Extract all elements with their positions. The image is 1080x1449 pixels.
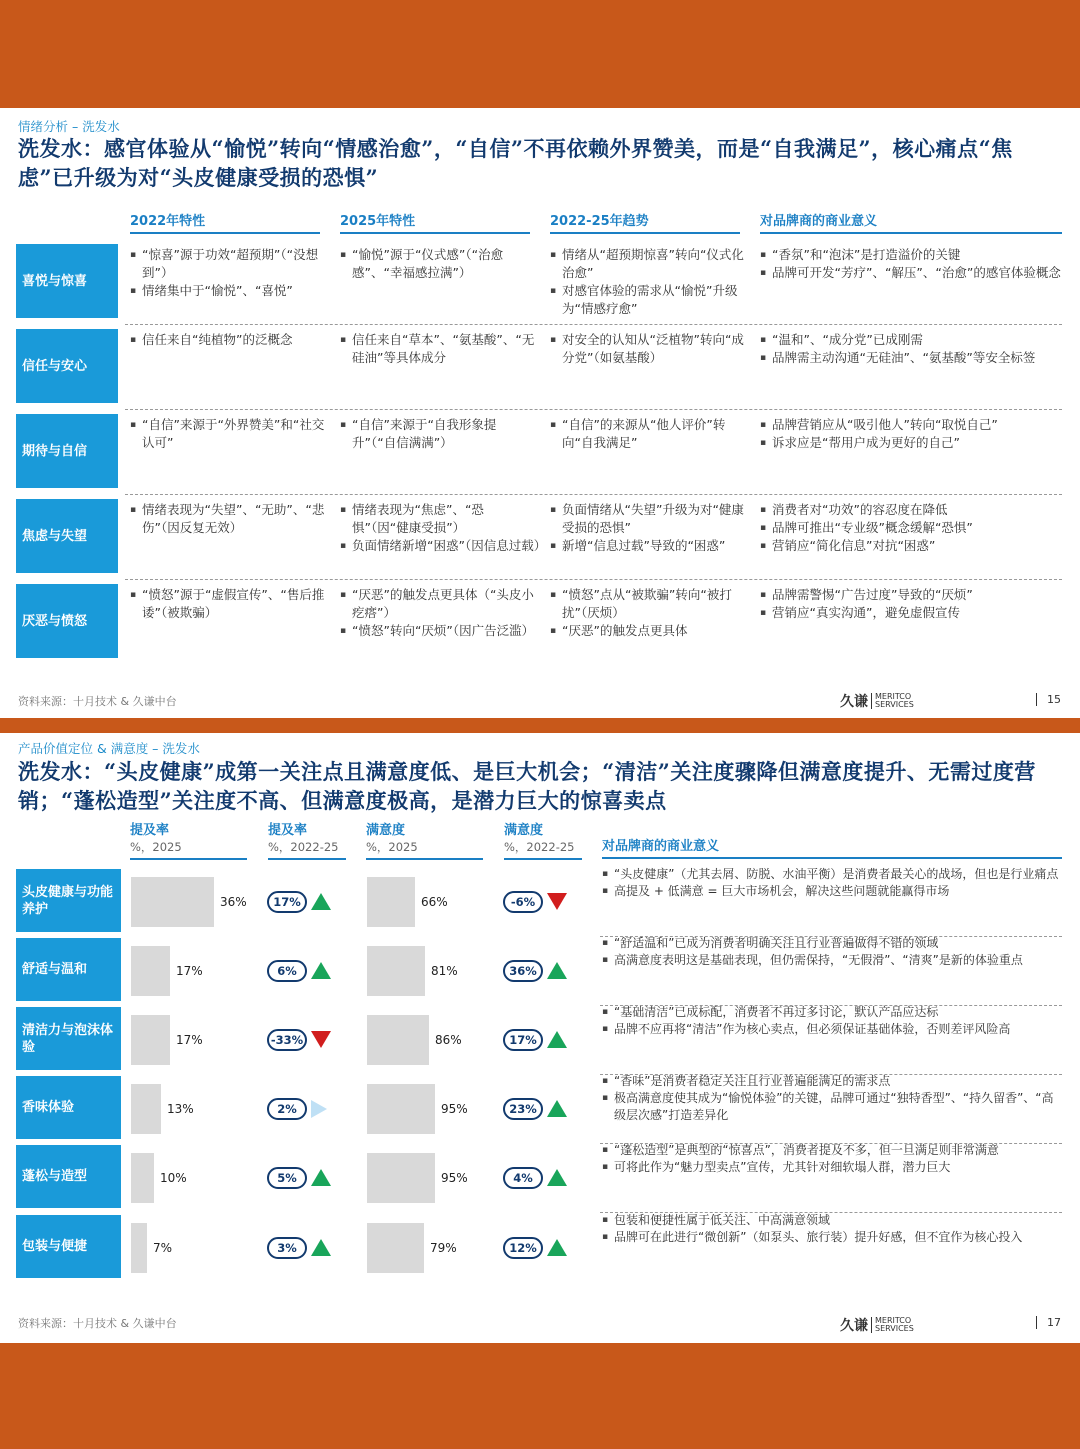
table-cell — [550, 246, 750, 318]
bullet-item: ▪ “愤怒”点从“被欺骗”转向“被打扰”（厌烦） — [550, 586, 750, 622]
bullet-item: ▪ 高提及 + 低满意 = 巨大市场机会，解决这些问题就能赢得市场 — [602, 883, 1062, 900]
satisfaction-bar — [367, 946, 425, 996]
row-label: 信任与安心 — [16, 329, 118, 403]
bullet-item: ▪ 品牌需警惕“广告过度”导致的“厌烦” — [760, 586, 1065, 604]
bullet-item: ▪ 包装和便捷性属于低关注、中高满意领域 — [602, 1212, 1062, 1229]
bullet-item: ▪ 营销应“真实沟通”，避免虚假宣传 — [760, 604, 1065, 622]
satisfaction-change-badge: 23% — [503, 1098, 543, 1120]
page-title: 洗发水：“头皮健康”成第一关注点且满意度低、是巨大机会；“清洁”关注度骤降但满意度提升、无需过度营销；“蓬松造型”关注度不高、但满意度极高，是潜力巨大的惊喜卖点 — [18, 759, 1036, 813]
satisfaction-value: 95% — [441, 1171, 468, 1185]
source-note: 资料来源：十月技术 & 久谦中台 — [18, 1317, 177, 1330]
row-label: 包装与便捷 — [16, 1215, 121, 1278]
table-cell — [550, 586, 750, 640]
satisfaction-change-badge: 36% — [503, 960, 543, 982]
mention-bar — [131, 1015, 170, 1065]
bullet-item: ▪ 高满意度表明这是基础表现，但仍需保持，“无假滑”、“清爽”是新的体验重点 — [602, 952, 1062, 969]
bullet-item: ▪ 品牌营销应从“吸引他人”转向“取悦自己” — [760, 416, 1065, 434]
table-cell — [760, 501, 1065, 555]
table-cell — [130, 331, 330, 349]
mention-value: 36% — [220, 895, 247, 909]
bullet-item: ▪ “厌恶”的触发点更具体 — [550, 622, 750, 640]
column-header-business: 对品牌商的商业意义 — [602, 835, 1062, 859]
trend-up-icon — [547, 1169, 567, 1186]
mention-value: 7% — [153, 1241, 173, 1255]
satisfaction-value: 95% — [441, 1102, 468, 1116]
bullet-item: ▪ “愤怒”转向“厌烦”（因广告泛滥） — [340, 622, 540, 640]
bullet-item: ▪ “自信”来源于“外界赞美”和“社交认可” — [130, 416, 330, 452]
column-header-satisfaction-2025: 满意度 %，2025 — [366, 819, 483, 860]
row-label: 厌恶与愤怒 — [16, 584, 118, 658]
page-title: 洗发水：感官体验从“愉悦”转向“情感治愈”，“自信”不再依赖外界赞美，而是“自我满足”，核心痛点“焦虑”已升级为对“头皮健康受损的恐惧” — [18, 136, 1013, 190]
trend-flat-icon — [311, 1100, 327, 1118]
breadcrumb: 产品价值定位 & 满意度 – 洗发水 — [18, 741, 200, 756]
row-label: 蓬松与造型 — [16, 1145, 121, 1208]
business-notes — [602, 1212, 1062, 1246]
business-notes — [602, 935, 1062, 969]
table-cell — [550, 331, 750, 367]
bullet-item: ▪ “厌恶”的触发点更具体（“头皮小疙瘩”） — [340, 586, 540, 622]
bullet-item: ▪ 新增“信息过载”导致的“困惑” — [550, 537, 750, 555]
bullet-item: ▪ 情绪表现为“焦虑”、“恐惧”（因“健康受损”） — [340, 501, 540, 537]
row-divider — [125, 494, 1062, 495]
mention-change-badge: -33% — [267, 1029, 307, 1051]
bullet-item: ▪ 信任来自“草本”、“氨基酸”、“无硅油”等具体成分 — [340, 331, 540, 367]
table-cell — [130, 586, 330, 622]
mention-change-badge: 6% — [267, 960, 307, 982]
trend-up-icon — [547, 1239, 567, 1256]
row-label: 清洁力与泡沫体验 — [16, 1007, 121, 1070]
row-label: 期待与自信 — [16, 414, 118, 488]
logo-cn: 久谦 — [840, 1318, 868, 1334]
mention-change-badge: 3% — [267, 1237, 307, 1259]
row-label: 喜悦与惊喜 — [16, 244, 118, 318]
bullet-item: ▪ “头皮健康”（尤其去屑、防脱、水油平衡）是消费者最关心的战场，但也是行业痛点 — [602, 866, 1062, 883]
table-cell — [340, 331, 540, 367]
mention-change-badge: 17% — [267, 891, 307, 913]
slide-emotion-analysis — [0, 108, 1080, 718]
table-cell — [340, 586, 540, 640]
bullet-item: ▪ “舒适温和”已成为消费者明确关注且行业普遍做得不错的领域 — [602, 935, 1062, 952]
satisfaction-bar — [367, 877, 415, 927]
bullet-item: ▪ “温和”、“成分党”已成刚需 — [760, 331, 1065, 349]
mention-bar — [131, 1153, 154, 1203]
bullet-item: ▪ “基础清洁”已成标配，消费者不再过多讨论，默认产品应达标 — [602, 1004, 1062, 1021]
table-cell — [340, 416, 540, 452]
table-cell — [130, 501, 330, 537]
row-divider — [125, 579, 1062, 580]
table-cell — [130, 416, 330, 452]
bullet-item: ▪ 品牌可推出“专业级”概念缓解“恐惧” — [760, 519, 1065, 537]
mention-change-badge: 5% — [267, 1167, 307, 1189]
trend-up-icon — [311, 1169, 331, 1186]
bullet-item: ▪ 情绪从“超预期惊喜”转向“仪式化治愈” — [550, 246, 750, 282]
bullet-item: ▪ 极高满意度使其成为“愉悦体验”的关键，品牌可通过“独特香型”、“持久留香”、“高级层次感”打造差异化 — [602, 1090, 1062, 1124]
bullet-item: ▪ 营销应“简化信息”对抗“困惑” — [760, 537, 1065, 555]
satisfaction-change-badge: 12% — [503, 1237, 543, 1259]
trend-up-icon — [547, 962, 567, 979]
satisfaction-value: 79% — [430, 1241, 457, 1255]
row-divider — [125, 324, 1062, 325]
business-notes — [602, 866, 1062, 900]
table-cell — [550, 501, 750, 555]
mention-value: 17% — [176, 1033, 203, 1047]
table-cell — [760, 331, 1065, 367]
trend-down-icon — [311, 1031, 331, 1048]
mention-bar — [131, 946, 170, 996]
bullet-item: ▪ 消费者对“功效”的容忍度在降低 — [760, 501, 1065, 519]
bullet-item: ▪ “自信”来源于“自我形象提升”（“自信满满”） — [340, 416, 540, 452]
slide-value-satisfaction — [0, 733, 1080, 1343]
trend-up-icon — [311, 893, 331, 910]
column-header-mention-change: 提及率 %，2022-25 — [268, 819, 346, 860]
mention-change-badge: 2% — [267, 1098, 307, 1120]
bullet-item: ▪ 品牌需主动沟通“无硅油”、“氨基酸”等安全标签 — [760, 349, 1065, 367]
bullet-item: ▪ 诉求应是“帮用户成为更好的自己” — [760, 434, 1065, 452]
bullet-item: ▪ “愤怒”源于“虚假宣传”、“售后推诿”（被欺骗） — [130, 586, 330, 622]
satisfaction-value: 66% — [421, 895, 448, 909]
table-cell — [550, 416, 750, 452]
table-cell — [130, 246, 330, 300]
satisfaction-change-badge: 17% — [503, 1029, 543, 1051]
satisfaction-bar — [367, 1015, 429, 1065]
satisfaction-bar — [367, 1084, 435, 1134]
bullet-item: ▪ 品牌可开发“芳疗”、“解压”、“治愈”的感官体验概念 — [760, 264, 1065, 282]
logo-en: MERITCO SERVICES — [871, 693, 914, 709]
bullet-item: ▪ “愉悦”源于“仪式感”（“治愈感”、“幸福感拉满”） — [340, 246, 540, 282]
column-header-2025: 2025年特性 — [340, 210, 530, 234]
bullet-item: ▪ 品牌不应再将“清洁”作为核心卖点，但必须保证基础体验，否则差评风险高 — [602, 1021, 1062, 1038]
mention-bar — [131, 1084, 161, 1134]
bullet-item: ▪ 负面情绪从“失望”升级为对“健康受损的恐惧” — [550, 501, 750, 537]
bullet-item: ▪ 信任来自“纯植物”的泛概念 — [130, 331, 330, 349]
breadcrumb: 情绪分析 – 洗发水 — [18, 119, 120, 134]
column-header-trend: 2022-25年趋势 — [550, 210, 740, 234]
bullet-item: ▪ 对感官体验的需求从“愉悦”升级为“情感疗愈” — [550, 282, 750, 318]
source-note: 资料来源：十月技术 & 久谦中台 — [18, 695, 177, 708]
bullet-item: ▪ 情绪表现为“失望”、“无助”、“悲伤”（因反复无效） — [130, 501, 330, 537]
logo-en: MERITCO SERVICES — [871, 1317, 914, 1333]
logo-cn: 久谦 — [840, 694, 868, 710]
bullet-item: ▪ “惊喜”源于功效“超预期”（“没想到”） — [130, 246, 330, 282]
row-label: 舒适与温和 — [16, 938, 121, 1001]
satisfaction-bar — [367, 1223, 424, 1273]
row-label: 香味体验 — [16, 1076, 121, 1139]
bullet-item: ▪ “香味”是消费者稳定关注且行业普遍能满足的需求点 — [602, 1073, 1062, 1090]
column-header-business: 对品牌商的商业意义 — [760, 210, 1062, 234]
bullet-item: ▪ “蓬松造型”是典型的“惊喜点”，消费者提及不多，但一旦满足则非常满意 — [602, 1142, 1062, 1159]
column-header-2022: 2022年特性 — [130, 210, 320, 234]
bullet-item: ▪ 对安全的认知从“泛植物”转向“成分党”（如氨基酸） — [550, 331, 750, 367]
table-cell — [340, 246, 540, 282]
mention-bar — [131, 877, 214, 927]
business-notes — [602, 1142, 1062, 1176]
table-cell — [760, 586, 1065, 622]
table-cell — [340, 501, 547, 555]
bullet-item: ▪ 品牌可在此进行“微创新”（如泵头、旅行装）提升好感，但不宜作为核心投入 — [602, 1229, 1062, 1246]
trend-up-icon — [547, 1031, 567, 1048]
bullet-item: ▪ 情绪集中于“愉悦”、“喜悦” — [130, 282, 330, 300]
trend-up-icon — [311, 962, 331, 979]
row-label: 头皮健康与功能养护 — [16, 869, 121, 932]
satisfaction-bar — [367, 1153, 435, 1203]
business-notes — [602, 1073, 1062, 1124]
mention-value: 10% — [160, 1171, 187, 1185]
trend-up-icon — [547, 1100, 567, 1117]
page-number: 17 — [1036, 1316, 1061, 1329]
table-cell — [760, 246, 1065, 282]
row-divider — [125, 409, 1062, 410]
satisfaction-change-badge: -6% — [503, 891, 543, 913]
mention-value: 13% — [167, 1102, 194, 1116]
mention-value: 17% — [176, 964, 203, 978]
column-header-satisfaction-change: 满意度 %，2022-25 — [504, 819, 582, 860]
bullet-item: ▪ 负面情绪新增“困惑”（因信息过载） — [340, 537, 540, 555]
bullet-item: ▪ “香氛”和“泡沫”是打造溢价的关键 — [760, 246, 1065, 264]
mention-bar — [131, 1223, 147, 1273]
bullet-item: ▪ 可将此作为“魅力型卖点”宣传，尤其针对细软塌人群，潜力巨大 — [602, 1159, 1062, 1176]
bullet-item: ▪ “自信”的来源从“他人评价”转向“自我满足” — [550, 416, 750, 452]
column-header-mention-2025: 提及率 %，2025 — [130, 819, 247, 860]
business-notes — [602, 1004, 1062, 1038]
satisfaction-change-badge: 4% — [503, 1167, 543, 1189]
trend-down-icon — [547, 893, 567, 910]
page-number: 15 — [1036, 693, 1061, 706]
satisfaction-value: 81% — [431, 964, 458, 978]
meritco-logo — [840, 691, 914, 711]
meritco-logo — [840, 1315, 914, 1335]
row-label: 焦虑与失望 — [16, 499, 118, 573]
satisfaction-value: 86% — [435, 1033, 462, 1047]
table-cell — [760, 416, 1065, 452]
trend-up-icon — [311, 1239, 331, 1256]
